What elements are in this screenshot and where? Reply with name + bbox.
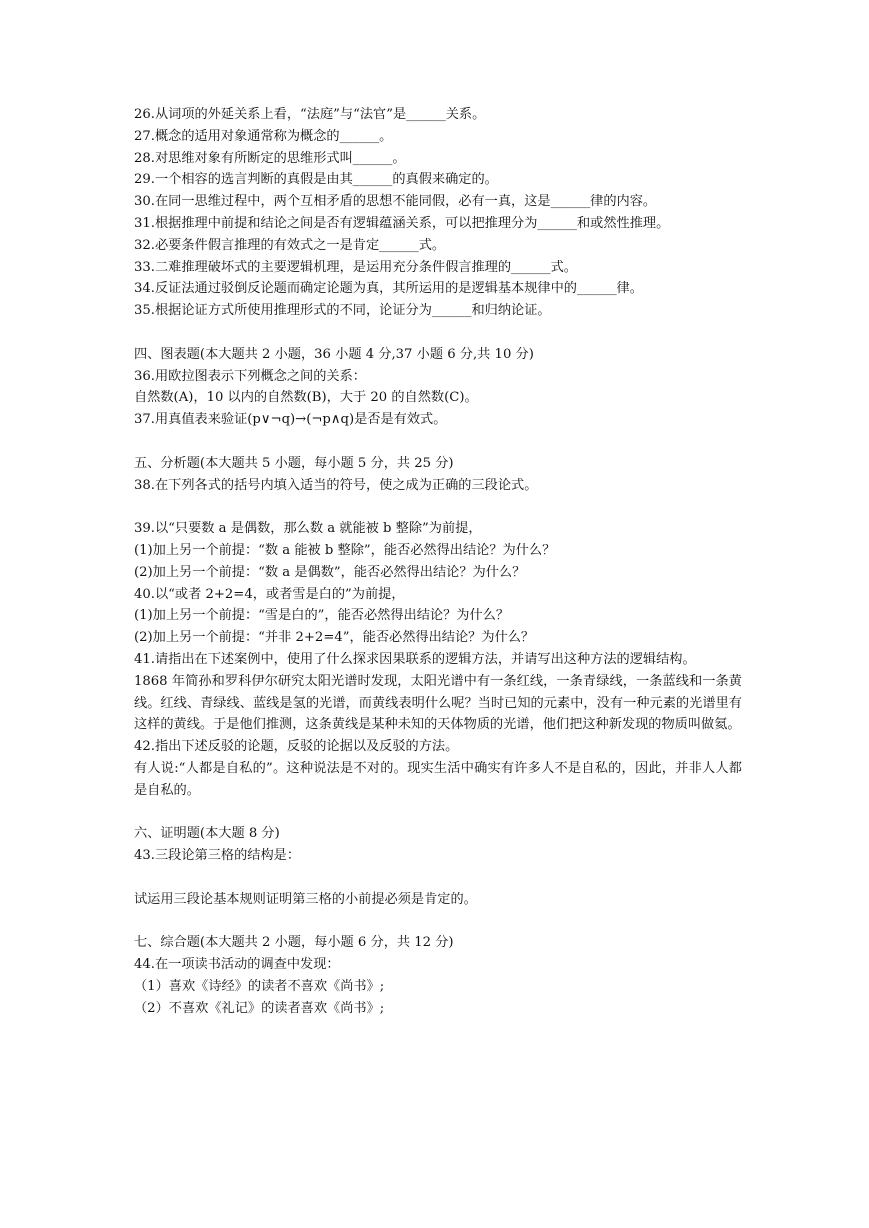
question-31: 31.根据推理中前提和结论之间是否有逻辑蕴涵关系，可以把推理分为______和或然性推理。 [134, 215, 670, 231]
question-42: 42.指出下述反驳的论题，反驳的论据以及反驳的方法。 [134, 739, 459, 755]
question-44-condition-2: （2）不喜欢《礼记》的读者喜欢《尚书》; [134, 1000, 385, 1016]
spacer [134, 910, 742, 932]
section-heading: 六、证明题(本大题 8 分) [134, 826, 280, 842]
question-38: 38.在下列各式的括号内填入适当的符号，使之成为正确的三段论式。 [134, 477, 538, 493]
question-39-part-1: (1)加上另一个前提：“数 a 能被 b 整除”，能否必然得出结论？为什么？ [134, 542, 556, 558]
question-39-part-2: (2)加上另一个前提：“数 a 是偶数”，能否必然得出结论？为什么？ [134, 564, 526, 580]
question-44: 44.在一项读书活动的调查中发现： [134, 957, 340, 973]
question-26: 26.从词项的外延关系上看，“法庭”与“法官”是______关系。 [134, 107, 486, 122]
question-39: 39.以“只要数 a 是偶数，那么数 a 就能被 b 整除”为前提， [134, 521, 482, 537]
question-44-condition-1: （1）喜欢《诗经》的读者不喜欢《尚书》; [134, 978, 385, 994]
fill-in-questions [134, 104, 742, 322]
question-32: 32.必要条件假言推理的有效式之一是肯定______式。 [134, 237, 446, 253]
spacer [134, 322, 742, 344]
question-41-case: 1868 年简孙和罗科伊尔研究太阳光谱时发现，太阳光谱中有一条红线，一条青绿线，一条蓝线和一条黄线。红线、青绿线、蓝线是氢的光谱，而黄线表明什么呢？当时已知的元素中，没有一种元素的光谱里有这样的黄线。于是他们推测，这条黄线是某种未知的天体物质的光谱，他们把这种新发现的物质叫做氦。 [134, 673, 742, 733]
section-7 [134, 932, 742, 1019]
question-30: 30.在同一思维过程中，两个互相矛盾的思想不能同假，必有一真，这是______律的内容。 [134, 194, 657, 210]
spacer [134, 496, 742, 518]
question-27: 27.概念的适用对象通常称为概念的______。 [134, 128, 393, 144]
spacer [134, 802, 742, 824]
question-36: 36.用欧拉图表示下列概念之间的关系： [134, 368, 366, 384]
question-37: 37.用真值表来验证(p∨¬q)→(¬p∧q)是否是有效式。 [134, 412, 447, 428]
section-4 [134, 344, 742, 431]
question-40-part-1: (1)加上另一个前提：“雪是白的”，能否必然得出结论？为什么？ [134, 608, 510, 624]
spacer [134, 867, 742, 889]
section-6 [134, 823, 742, 910]
section-heading: 七、综合题(本大题共 2 小题，每小题 6 分，共 12 分) [134, 935, 454, 951]
question-33: 33.二难推理破坏式的主要逻辑机理，是运用充分条件假言推理的______式。 [134, 259, 577, 275]
question-40: 40.以“或者 2+2=4，或者雪是白的”为前提， [134, 586, 405, 602]
question-29: 29.一个相容的选言判断的真假是由其______的真假来确定的。 [134, 172, 498, 188]
question-34: 34.反证法通过驳倒反论题而确定论题为真，其所运用的是逻辑基本规律中的______律。 [134, 281, 643, 297]
question-43-task: 试运用三段论基本规则证明第三格的小前提必须是肯定的。 [134, 891, 477, 907]
exam-content [134, 104, 742, 1019]
question-40-part-2: (2)加上另一个前提：“并非 2+2=4”，能否必然得出结论？为什么？ [134, 630, 535, 646]
section-heading: 五、分析题(本大题共 5 小题，每小题 5 分，共 25 分) [134, 455, 454, 471]
section-5 [134, 453, 742, 802]
question-36-detail: 自然数(A)，10 以内的自然数(B)，大于 20 的自然数(C)。 [134, 390, 478, 406]
question-43: 43.三段论第三格的结构是： [134, 848, 301, 864]
question-41: 41.请指出在下述案例中，使用了什么探求因果联系的逻辑方法，并请写出这种方法的逻辑结构。 [134, 651, 696, 667]
spacer [134, 431, 742, 453]
question-28: 28.对思维对象有所断定的思维形式叫______。 [134, 150, 406, 166]
section-heading: 四、图表题(本大题共 2 小题，36 小题 4 分,37 小题 6 分,共 10 分) [134, 346, 534, 362]
question-42-case: 有人说:“人都是自私的”。这种说法是不对的。现实生活中确实有许多人不是自私的，因此，并非人人都是自私的。 [134, 760, 742, 798]
question-35: 35.根据论证方式所使用推理形式的不同，论证分为______和归纳论证。 [134, 303, 551, 319]
